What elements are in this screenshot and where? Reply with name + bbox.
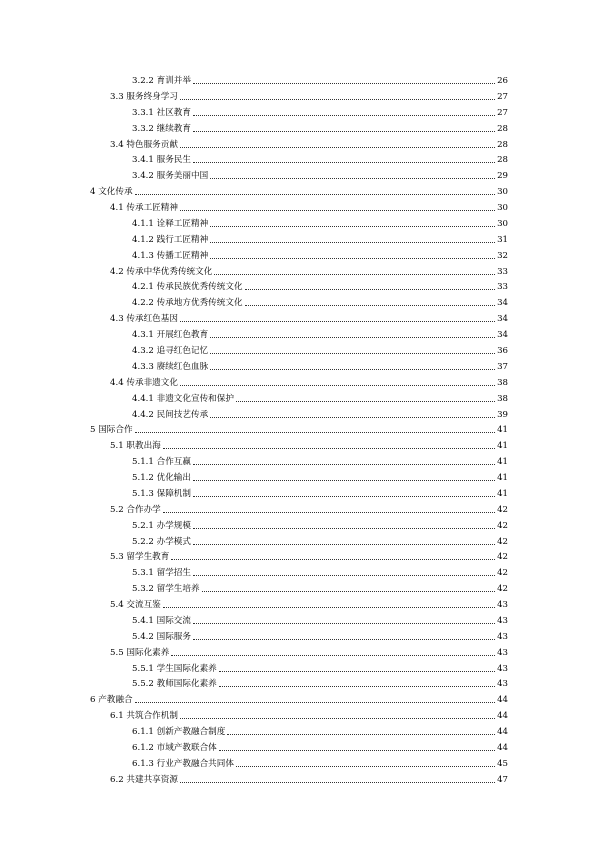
toc-entry-page-number: 42 <box>497 504 508 515</box>
toc-leader-dots <box>180 147 495 148</box>
toc-entry-title: 5.1.3 保障机制 <box>132 488 191 499</box>
toc-entry-title: 4 文化传承 <box>90 187 133 198</box>
toc-entry-title: 5.1.2 优化输出 <box>132 473 191 483</box>
toc-entry[interactable] <box>90 691 508 705</box>
toc-entry[interactable] <box>110 199 508 213</box>
toc-entry[interactable] <box>132 278 508 292</box>
toc-entry-title: 6.2 共建共享资源 <box>110 774 178 785</box>
toc-entry[interactable] <box>132 485 508 499</box>
toc-entry[interactable] <box>132 326 508 340</box>
toc-entry-title: 6.1.1 创新产教融合制度 <box>132 727 226 738</box>
toc-entry-title: 6.1.2 市域产教联合体 <box>132 743 217 753</box>
toc-entry-title: 4.1.2 践行工匠精神 <box>132 234 209 245</box>
toc-entry-title: 5.5 国际化素养 <box>110 647 170 658</box>
toc-entry-page-number: 33 <box>497 266 508 277</box>
toc-entry-page-number: 43 <box>497 663 508 674</box>
toc-leader-dots <box>193 131 495 132</box>
toc-entry[interactable] <box>132 533 508 547</box>
toc-entry[interactable] <box>132 517 508 531</box>
toc-leader-dots <box>210 242 495 243</box>
toc-entry[interactable] <box>132 72 508 86</box>
toc-entry-title: 3.4.2 服务美丽中国 <box>132 171 209 182</box>
toc-entry-title: 5.4 交流互鉴 <box>110 600 161 610</box>
toc-leader-dots <box>193 544 495 545</box>
toc-entry-page-number: 38 <box>497 377 508 388</box>
toc-entry-title: 5.3.2 留学生培养 <box>132 584 200 595</box>
toc-entry-page-number: 47 <box>497 774 508 785</box>
toc-entry[interactable] <box>110 374 508 388</box>
toc-leader-dots <box>193 464 495 465</box>
toc-entry-page-number: 29 <box>497 171 508 182</box>
toc-entry-title: 3.2.2 育训并举 <box>132 76 191 86</box>
toc-entry-page-number: 41 <box>497 488 508 499</box>
toc-entry-title: 4.1 传承工匠精神 <box>110 203 178 213</box>
toc-leader-dots <box>236 401 495 402</box>
toc-leader-dots <box>193 575 495 576</box>
toc-leader-dots <box>219 671 495 672</box>
toc-entry[interactable] <box>132 628 508 642</box>
toc-entry-page-number: 39 <box>497 409 508 420</box>
toc-entry[interactable] <box>90 183 508 197</box>
toc-entry-page-number: 27 <box>497 107 508 118</box>
toc-entry[interactable] <box>110 548 508 562</box>
toc-entry-title: 4.3.2 追寻红色记忆 <box>132 346 209 356</box>
toc-entry-page-number: 43 <box>497 679 508 690</box>
toc-leader-dots <box>193 528 495 529</box>
toc-leader-dots <box>163 512 495 513</box>
toc-entry[interactable] <box>132 231 508 245</box>
toc-entry-title: 5.1 职教出海 <box>110 441 161 452</box>
toc-entry-page-number: 42 <box>497 568 508 579</box>
toc-entry-page-number: 28 <box>497 155 508 166</box>
toc-entry-page-number: 42 <box>497 552 508 563</box>
toc-entry[interactable] <box>132 104 508 118</box>
toc-entry-title: 5.3.1 留学招生 <box>132 568 191 579</box>
toc-leader-dots <box>245 289 496 290</box>
toc-leader-dots <box>210 178 495 179</box>
toc-entry-title: 4.4.2 民间技艺传承 <box>132 409 209 420</box>
toc-entry-page-number: 30 <box>497 187 508 198</box>
toc-leader-dots <box>245 305 496 306</box>
toc-entry-page-number: 44 <box>497 727 508 738</box>
toc-entry-title: 5.1.1 合作互赢 <box>132 457 191 468</box>
toc-entry-page-number: 42 <box>497 536 508 547</box>
toc-entry-title: 5 国际合作 <box>90 425 133 436</box>
toc-leader-dots <box>210 353 495 354</box>
toc-entry-title: 4.1.3 传播工匠精神 <box>132 250 209 261</box>
toc-leader-dots <box>135 432 495 433</box>
toc-entry-title: 6.1 共筑合作机制 <box>110 711 178 722</box>
toc-entry-page-number: 38 <box>497 393 508 404</box>
toc-entry[interactable] <box>132 342 508 356</box>
toc-leader-dots <box>180 210 495 211</box>
toc-entry-title: 3.3.1 社区教育 <box>132 107 191 118</box>
toc-leader-dots <box>180 782 495 783</box>
toc-leader-dots <box>210 226 495 227</box>
toc-entry-page-number: 32 <box>497 250 508 261</box>
toc-entry[interactable] <box>132 390 508 404</box>
toc-entry-page-number: 41 <box>497 441 508 452</box>
toc-entry-page-number: 34 <box>497 314 508 325</box>
toc-leader-dots <box>135 194 495 195</box>
toc-leader-dots <box>193 83 495 84</box>
toc-entry-title: 3.4 特色服务贡献 <box>110 139 178 150</box>
toc-entry[interactable] <box>110 263 508 277</box>
toc-entry-title: 4.2.1 传承民族优秀传统文化 <box>132 282 243 293</box>
toc-entry-title: 4.3 传承红色基因 <box>110 314 178 325</box>
toc-entry-title: 3.3 服务终身学习 <box>110 91 178 102</box>
toc-entry-title: 5.5.1 学生国际化素养 <box>132 663 217 674</box>
toc-entry[interactable] <box>132 739 508 753</box>
toc-entry[interactable] <box>90 421 508 435</box>
toc-entry-page-number: 27 <box>497 91 508 102</box>
toc-entry-title: 4.1.1 诠释工匠精神 <box>132 218 209 229</box>
toc-entry-page-number: 31 <box>497 234 508 245</box>
toc-leader-dots <box>193 623 495 624</box>
toc-entry-page-number: 26 <box>497 76 508 86</box>
toc-entry-page-number: 37 <box>497 361 508 372</box>
toc-leader-dots <box>210 258 495 259</box>
toc-entry[interactable] <box>132 675 508 689</box>
toc-entry[interactable] <box>110 437 508 451</box>
toc-leader-dots <box>210 369 495 370</box>
toc-leader-dots <box>210 417 495 418</box>
toc-entry-page-number: 41 <box>497 473 508 483</box>
toc-entry-title: 5.4.1 国际交流 <box>132 615 191 626</box>
toc-entry-page-number: 28 <box>497 123 508 134</box>
toc-leader-dots <box>210 337 495 338</box>
toc-entry-page-number: 28 <box>497 139 508 150</box>
toc-leader-dots <box>227 734 495 735</box>
toc-entry[interactable] <box>132 294 508 308</box>
toc-leader-dots <box>135 702 495 703</box>
toc-leader-dots <box>193 496 495 497</box>
toc-entry[interactable] <box>110 88 508 102</box>
toc-entry[interactable] <box>132 358 508 372</box>
toc-entry-page-number: 33 <box>497 282 508 293</box>
toc-entry[interactable] <box>132 580 508 594</box>
toc-entry-page-number: 30 <box>497 218 508 229</box>
toc-leader-dots <box>202 591 495 592</box>
toc-entry-page-number: 34 <box>497 298 508 309</box>
toc-entry[interactable] <box>132 151 508 165</box>
toc-entry-title: 5.3 留学生教育 <box>110 552 170 563</box>
toc-entry[interactable] <box>110 707 508 721</box>
toc-entry-title: 4.3.3 赓续红色血脉 <box>132 361 209 372</box>
toc-leader-dots <box>180 718 495 719</box>
toc-entry-title: 4.2 传承中华优秀传统文化 <box>110 266 213 277</box>
toc-entry-page-number: 42 <box>497 584 508 595</box>
toc-entry-title: 3.4.1 服务民生 <box>132 155 191 166</box>
toc-entry[interactable] <box>132 167 508 181</box>
toc-entry-page-number: 44 <box>497 743 508 753</box>
toc-entry[interactable] <box>110 771 508 785</box>
toc-entry[interactable] <box>110 501 508 515</box>
toc-entry[interactable] <box>132 469 508 483</box>
toc-leader-dots <box>193 480 495 481</box>
toc-entry-title: 4.3.1 开展红色教育 <box>132 330 209 341</box>
toc-entry[interactable] <box>132 564 508 578</box>
toc-entry[interactable] <box>110 136 508 150</box>
toc-entry-page-number: 30 <box>497 203 508 213</box>
toc-leader-dots <box>219 686 495 687</box>
toc-entry-page-number: 41 <box>497 425 508 436</box>
toc-entry-title: 5.5.2 教师国际化素养 <box>132 679 217 690</box>
toc-entry-page-number: 44 <box>497 695 508 706</box>
toc-entry[interactable] <box>132 660 508 674</box>
toc-entry[interactable] <box>132 755 508 769</box>
toc-entry[interactable] <box>110 644 508 658</box>
toc-entry[interactable] <box>110 310 508 324</box>
toc-entry-page-number: 43 <box>497 631 508 642</box>
toc-leader-dots <box>193 639 495 640</box>
toc-entry-title: 4.4.1 非遗文化宣传和保护 <box>132 393 234 404</box>
toc-entry-title: 5.2 合作办学 <box>110 504 161 515</box>
toc-entry-title: 6 产教融合 <box>90 695 133 706</box>
toc-entry-page-number: 41 <box>497 457 508 468</box>
toc-leader-dots <box>236 766 495 767</box>
toc-entry[interactable] <box>110 596 508 610</box>
toc-entry-title: 5.2.1 办学规模 <box>132 520 191 531</box>
toc-entry-title: 4.4 传承非遗文化 <box>110 377 178 388</box>
toc-entry-title: 5.4.2 国际服务 <box>132 631 191 642</box>
toc-entry-page-number: 45 <box>497 758 508 769</box>
toc-leader-dots <box>171 655 495 656</box>
toc-leader-dots <box>193 162 495 163</box>
toc-entry-page-number: 43 <box>497 600 508 610</box>
toc-entry-page-number: 43 <box>497 615 508 626</box>
toc-entry[interactable] <box>132 612 508 626</box>
toc-entry-page-number: 43 <box>497 647 508 658</box>
toc-entry-title: 6.1.3 行业产教融合共同体 <box>132 758 234 769</box>
toc-entry-page-number: 34 <box>497 330 508 341</box>
toc-entry-page-number: 36 <box>497 346 508 356</box>
toc-entry[interactable] <box>132 247 508 261</box>
toc-entry-page-number: 42 <box>497 520 508 531</box>
toc-leader-dots <box>214 274 495 275</box>
toc-leader-dots <box>180 321 495 322</box>
toc-leader-dots <box>180 99 495 100</box>
toc-entry-page-number: 44 <box>497 711 508 722</box>
toc-entry[interactable] <box>132 406 508 420</box>
toc-entry[interactable] <box>132 723 508 737</box>
toc-entry-title: 4.2.2 传承地方优秀传统文化 <box>132 298 243 309</box>
toc-leader-dots <box>163 448 495 449</box>
toc-leader-dots <box>163 607 495 608</box>
toc-entry-title: 3.3.2 继续教育 <box>132 123 191 134</box>
toc-entry[interactable] <box>132 215 508 229</box>
toc-leader-dots <box>219 750 495 751</box>
toc-leader-dots <box>171 559 495 560</box>
toc-leader-dots <box>193 115 495 116</box>
toc-entry[interactable] <box>132 120 508 134</box>
toc-entry-title: 5.2.2 办学模式 <box>132 536 191 547</box>
toc-entry[interactable] <box>132 453 508 467</box>
toc-leader-dots <box>180 385 495 386</box>
